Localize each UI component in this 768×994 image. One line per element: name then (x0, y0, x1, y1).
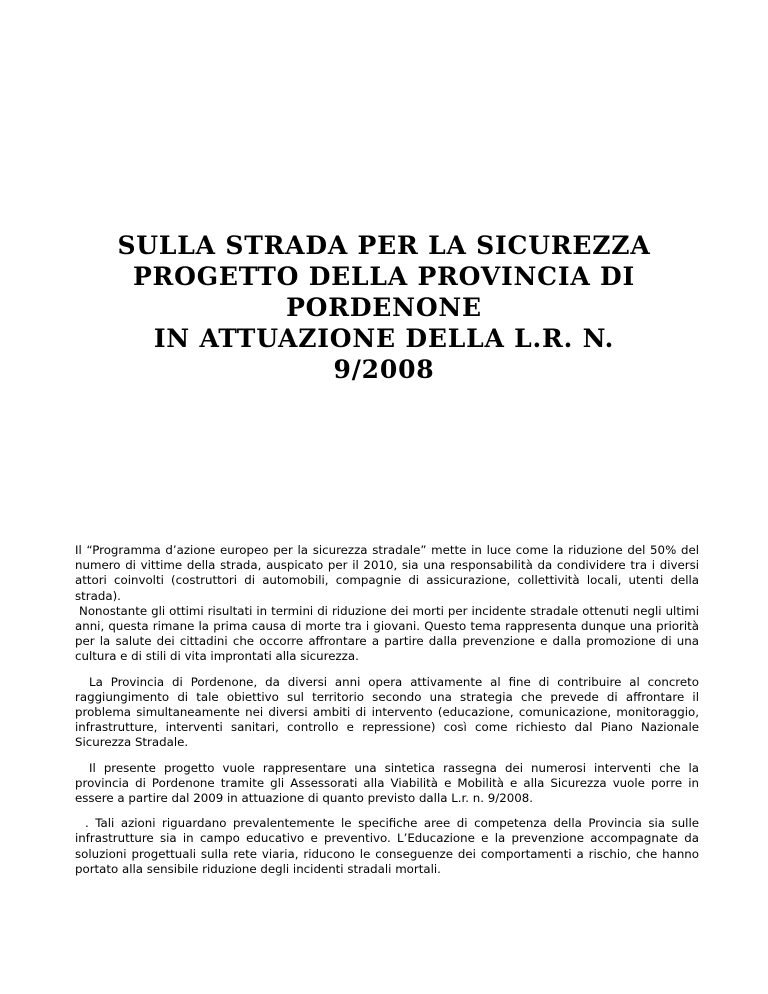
paragraph-actions: . Tali azioni riguardano prevalentemente le specifiche aree di competenza della Provincia sia sulle infrastrutture sia in campo educativo e preventivo. L’Educazione e la prevenzione accompagnate da soluzioni progettuali sulla rete viaria, riducono le conseguenze dei comportamenti a rischio, che hanno portato alla sensibile riduzione degli incidenti stradali mortali. (75, 816, 699, 876)
document-title (60, 230, 708, 385)
title-line: PROGETTO DELLA PROVINCIA DI (132, 262, 636, 291)
title-line: SULLA STRADA PER LA SICUREZZA (117, 231, 651, 260)
title-line: PORDENONE (286, 293, 482, 322)
paragraph-priority: Nonostante gli ottimi risultati in termini di riduzione dei morti per incidente stradale ottenuti negli ultimi anni, questa rimane la prima causa di morte tra i giovani. Questo tema rappresenta dunque una priorità per la salute dei cittadini che occorre affrontare a partire dalla prevenzione e dalla promozione di una cultura e di stili di vita improntati alla sicurezza. (75, 603, 699, 664)
paragraph-province: La Provincia di Pordenone, da diversi anni opera attivamente al fine di contribuire al concreto raggiungimento di tale obiettivo sul territorio secondo una strategia che prevede di affrontare il problema simultaneamente nei diversi ambiti di intervento (educazione, comunicazione, monitoraggio, infrastrutture, interventi sanitari, controllo e repressione) così come richiesto dal Piano Nazionale Sicurezza Stradale. (75, 674, 699, 750)
document-body (75, 543, 699, 887)
title-line: 9/2008 (333, 355, 435, 384)
paragraph-intro: Il “Programma d’azione europeo per la sicurezza stradale” mette in luce come la riduzione del 50% del numero di vittime della strada, auspicato per il 2010, sia una responsabilità da condividere tra i diversi attori coinvolti (costruttori di automobili, compagnie di assicurazione, collettività locali, utenti della strada). (75, 543, 699, 603)
title-line: IN ATTUAZIONE DELLA L.R. N. (153, 324, 615, 353)
paragraph-project: Il presente progetto vuole rappresentare una sintetica rassegna dei numerosi interventi che la provincia di Pordenone tramite gli Assessorati alla Viabilità e Mobilità e alla Sicurezza vuole porre in essere a partire dal 2009 in attuazione di quanto previsto dalla L.r. n. 9/2008. (75, 760, 699, 806)
